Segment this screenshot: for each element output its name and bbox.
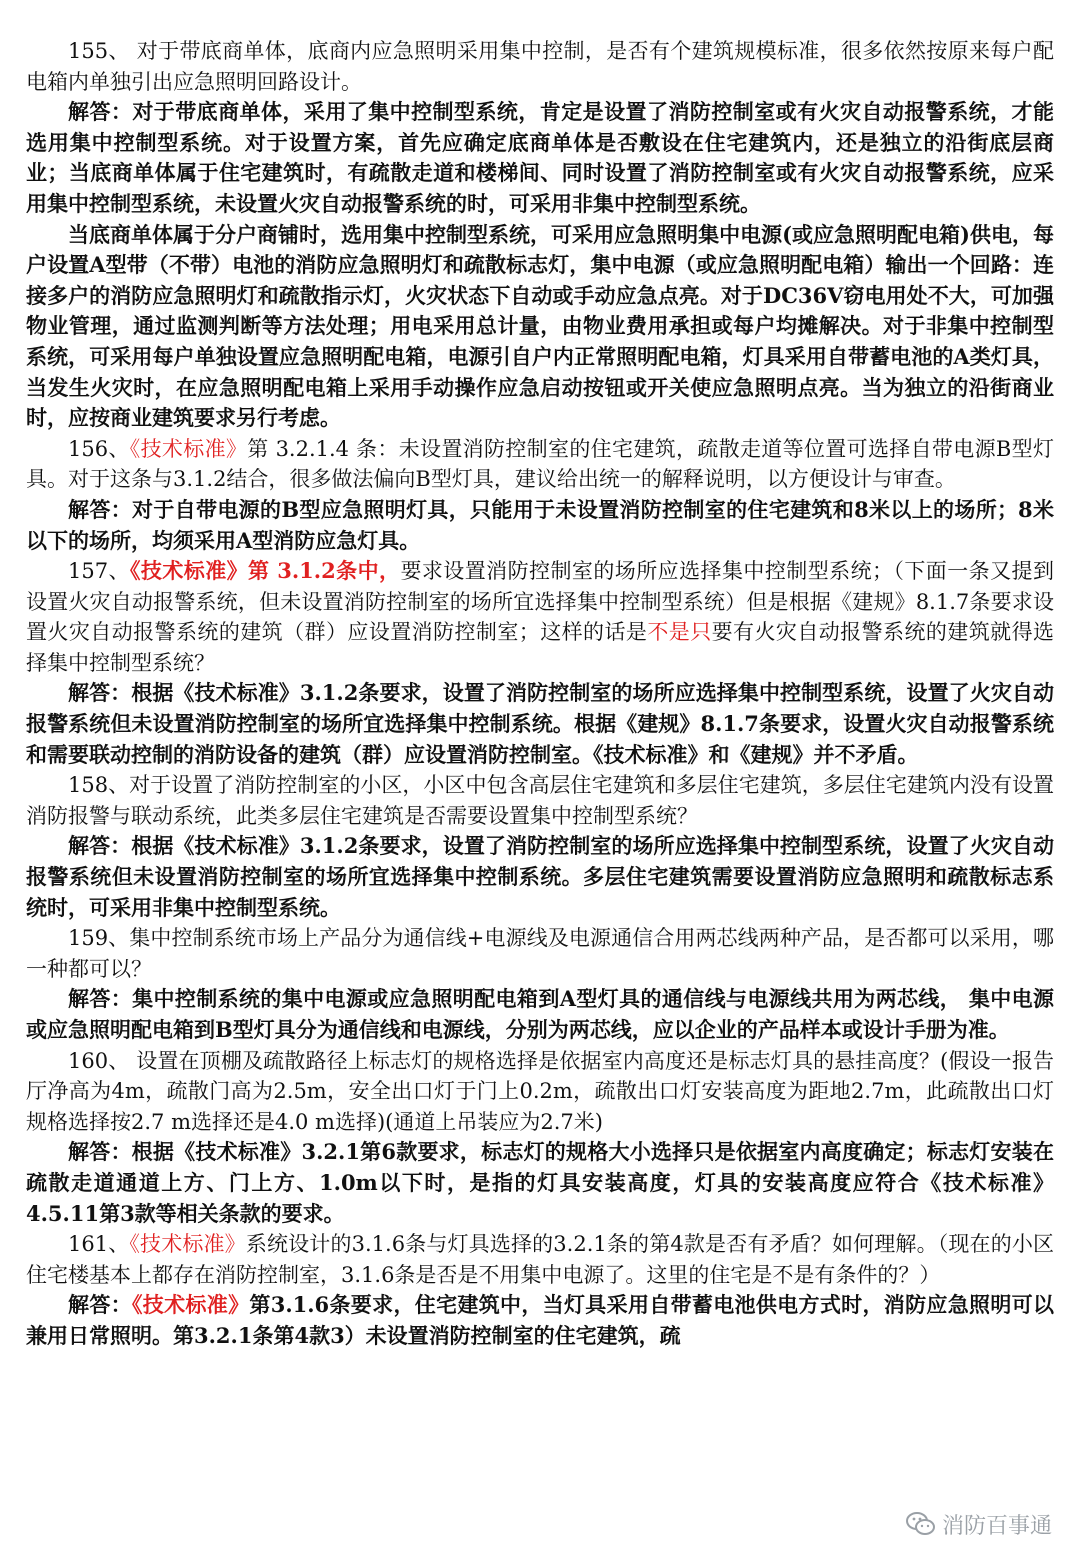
highlighted-text: 《技术标准》 (131, 1292, 250, 1318)
paragraph-p158q (26, 770, 1054, 831)
paragraph-p161a (26, 1290, 1054, 1351)
paragraph-p160a (26, 1137, 1054, 1229)
highlighted-text: 不是只 (647, 620, 712, 645)
paragraph-p160q (26, 1046, 1054, 1138)
text-run: 第 3.2.1.4 条：未设置消防控制室的住宅建筑，疏散走道等位置可选择自带电源B型灯具。对于这条与3.1.2结合，很多做法偏向B型灯具，建议给出统一的解释说明，以方便设计与审查。 (26, 436, 1055, 492)
text-run: 157、 (68, 559, 130, 584)
paragraph-p156a (26, 495, 1054, 556)
text-run: 第3.1.6条要求，住宅建筑中，当灯具采用自带蓄电池供电方式时，消防应急照明可以兼用日常照明。第3.2.1条第4款3）未设置消防控制室的住宅建筑，疏 (26, 1292, 1055, 1348)
text-run: 解答：根据《技术标准》3.2.1第6款要求，标志灯的规格大小选择只是依据室内高度确定；标志灯安装在疏散走道通道上方、门上方、1.0m以下时，是指的灯具安装高度，灯具的安装高度应符合《技术标准》4.5.11第3款等相关条款的要求。 (26, 1139, 1054, 1226)
text-run: 解答：根据《技术标准》3.1.2条要求，设置了消防控制室的场所应选择集中控制型系统，设置了火灾自动报警系统但未设置消防控制室的场所宜选择集中控制系统。多层住宅建筑需要设置消防应急照明和疏散标志系统时，可采用非集中控制型系统。 (26, 833, 1054, 920)
text-run: 160、 设置在顶棚及疏散路径上标志灯的规格选择是依据室内高度还是标志灯具的悬挂高度？(假设一报告厅净高为4m，疏散门高为2.5m，安全出口灯于门上0.2m，疏散出口灯安装高度为距地2.7m，此疏散出口灯规格选择按2.7 m选择还是4.0 m选择)(通道上吊装应为2.7米) (26, 1048, 1054, 1134)
highlighted-text: 《技术标准》 (129, 1232, 246, 1257)
paragraph-p155b (26, 220, 1054, 434)
watermark-text: 消防百事通 (941, 1513, 1052, 1539)
text-run: 解答：对于自带电源的B型应急照明灯具，只能用于未设置消防控制室的住宅建筑和8米以上的场所；8米以下的场所，均须采用A型消防应急灯具。 (26, 496, 1054, 553)
text-run: 要有火灾自动报警系统的建筑就得选择集中控制型系统？ (26, 620, 1055, 675)
text-run: 解答：根据《技术标准》3.1.2条要求，设置了消防控制室的场所应选择集中控制型系统，设置了火灾自动报警系统但未设置消防控制室的场所宜选择集中控制系统。根据《建规》8.1.7条要求，设置火灾自动报警系统和需要联动控制的消防设备的建筑（群）应设置消防控制室。《技术标准》和《建规》并不矛盾。 (26, 680, 1054, 767)
text-run: 158、对于设置了消防控制室的小区，小区中包含高层住宅建筑和多层住宅建筑，多层住宅建筑内没有设置消防报警与联动系统，此类多层住宅建筑是否需要设置集中控制型系统？ (26, 773, 1054, 828)
text-run: 155、 对于带底商单体，底商内应急照明采用集中控制，是否有个建筑规模标准，很多依然按原来每户配电箱内单独引出应急照明回路设计。 (26, 39, 1054, 94)
watermark (900, 1509, 1058, 1539)
paragraph-p159q (26, 923, 1054, 984)
text-run: 解答： (68, 1292, 132, 1318)
paragraph-p158a (26, 831, 1054, 923)
text-run: 156、 (68, 436, 130, 461)
highlighted-text: 《技术标准》第 3.1.2条中， (129, 558, 401, 584)
paragraph-p157a (26, 678, 1054, 770)
paragraph-p161q (26, 1229, 1054, 1290)
paragraph-p156q (26, 434, 1054, 495)
text-run: 解答：对于带底商单体，采用了集中控制型系统，肯定是设置了消防控制室或有火灾自动报警系统，才能选用集中控制型系统。对于设置方案，首先应确定底商单体是否敷设在住宅建筑内，还是独立的沿街底层商业；当底商单体属于住宅建筑时，有疏散走道和楼梯间、同时设置了消防控制室或有火灾自动报警系统，应采用集中控制型系统，未设置火灾自动报警系统的时，可采用非集中控制型系统。 (26, 99, 1054, 216)
text-run: 要求设置消防控制室的场所应选择集中控制型系统；（下面一条又提到设置火灾自动报警系统，但未设置消防控制室的场所宜选择集中控制型系统）但是根据《建规》8.1.7条要求设置火灾自动报警系统的建筑（群）应设置消防控制室；这样的话是 (26, 559, 1054, 645)
paragraph-p157q (26, 556, 1054, 678)
paragraph-p155a (26, 97, 1054, 219)
text-run: 161、 (68, 1232, 130, 1257)
text-run: 159、集中控制系统市场上产品分为通信线+电源线及电源通信合用两芯线两种产品，是否都可以采用，哪一种都可以？ (26, 926, 1054, 981)
highlighted-text: 《技术标准》 (129, 436, 248, 461)
paragraph-p155q (26, 36, 1054, 97)
text-run: 当底商单体属于分户商铺时，选用集中控制型系统，可采用应急照明集中电源(或应急照明配电箱)供电，每户设置A型带（不带）电池的消防应急照明灯和疏散标志灯，集中电源（或应急照明配电箱）输出一个回路：连接多户的消防应急照明灯和疏散指示灯，火灾状态下自动或手动应急点亮。对于DC36V窃电用处不大，可加强物业管理，通过监测判断等方法处理；用电采用总计量，由物业费用承担或每户均摊解决。对于非集中控制型系统，可采用每户单独设置应急照明配电箱，电源引自户内正常照明配电箱，灯具采用自带蓄电池的A类灯具，当发生火灾时，在应急照明配电箱上采用手动操作应急启动按钮或开关使应急照明点亮。当为独立的沿街商业时，应按商业建筑要求另行考虑。 (26, 221, 1054, 431)
paragraph-p159a (26, 984, 1054, 1045)
document-body (26, 36, 1054, 1352)
text-run: 解答：集中控制系统的集中电源或应急照明配电箱到A型灯具的通信线与电源线共用为两芯线， 集中电源或应急照明配电箱到B型灯具分为通信线和电源线，分别为两芯线，应以企业的产品样本或设计手册为准。 (26, 986, 1054, 1042)
wechat-icon (906, 1511, 936, 1537)
text-run: 系统设计的3.1.6条与灯具选择的3.2.1条的第4款是否有矛盾？如何理解。（现在的小区住宅楼基本上都存在消防控制室，3.1.6条是否是不用集中电源了。这里的住宅是不是有条件的？） (26, 1232, 1054, 1287)
